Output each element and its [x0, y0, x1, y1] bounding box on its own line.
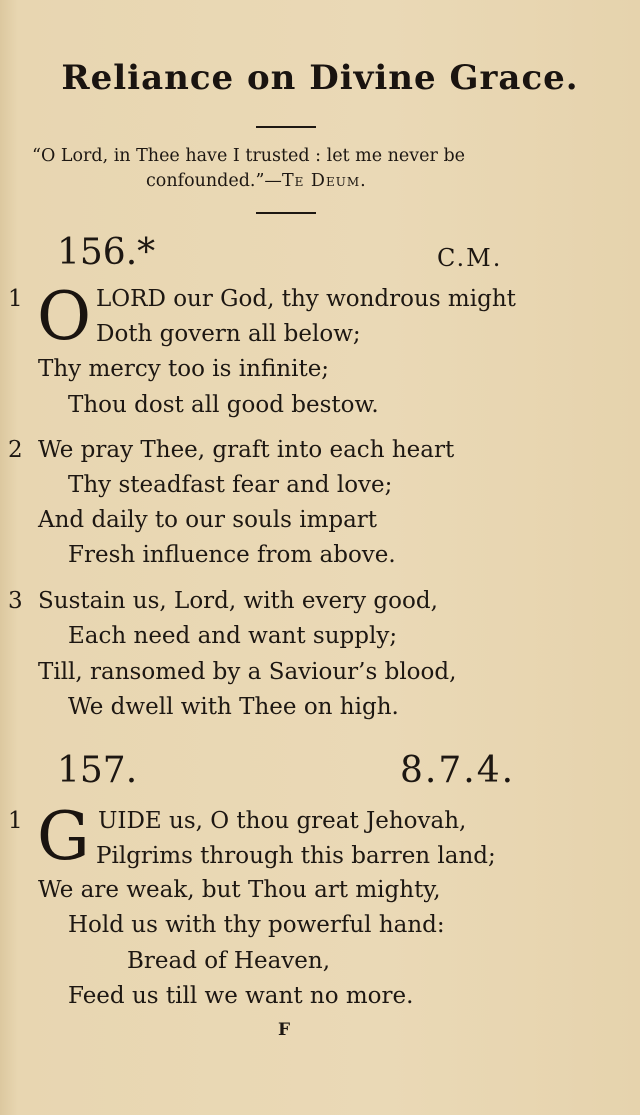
signature-mark: F — [278, 1020, 291, 1040]
verse-line: Bread of Heaven, — [127, 948, 331, 974]
epigraph-quote: confounded.”— — [146, 171, 282, 191]
verse-line: We are weak, but Thou art mighty, — [38, 877, 441, 903]
section-title: Reliance on Divine Grace. — [61, 58, 579, 98]
verse-line: Thou dost all good bestow. — [68, 392, 379, 418]
verse-number: 3 — [8, 588, 23, 614]
verse-line: LORD our God, thy wondrous might — [96, 286, 516, 312]
drop-cap: G — [37, 798, 90, 875]
epigraph-source: Te Deum. — [281, 171, 367, 191]
hymn-number: 156.* — [57, 232, 156, 273]
verse-line: UIDE us, O thou great Jehovah, — [98, 808, 467, 834]
verse-line: Thy mercy too is infinite; — [38, 356, 330, 382]
epigraph-line-1: “O Lord, in Thee have I trusted : let me never be — [32, 146, 466, 166]
verse-line: Pilgrims through this barren land; — [96, 843, 496, 869]
verse-line: Sustain us, Lord, with every good, — [38, 588, 438, 614]
hymn-meter: C.M. — [437, 244, 503, 272]
divider-bottom — [256, 212, 316, 214]
verse-line: We dwell with Thee on high. — [68, 694, 399, 720]
hymn-number: 157. — [57, 750, 138, 791]
verse-number: 1 — [8, 808, 23, 834]
verse-number: 2 — [8, 437, 23, 463]
epigraph-line-2 — [146, 171, 367, 191]
verse-line: Hold us with thy powerful hand: — [68, 912, 445, 938]
verse-line: And daily to our souls impart — [38, 507, 378, 533]
drop-cap: O — [37, 278, 92, 355]
divider-top — [256, 126, 316, 128]
verse-line: We pray Thee, graft into each heart — [38, 437, 455, 463]
verse-number: 1 — [8, 286, 23, 312]
verse-line: Thy steadfast fear and love; — [68, 472, 393, 498]
verse-line: Doth govern all below; — [96, 321, 361, 347]
verse-line: Each need and want supply; — [68, 623, 398, 649]
verse-line: Feed us till we want no more. — [68, 983, 414, 1009]
verse-line: Till, ransomed by a Saviour’s blood, — [38, 659, 457, 685]
verse-line: Fresh influence from above. — [68, 542, 396, 568]
hymn-meter: 8.7.4. — [400, 750, 516, 791]
